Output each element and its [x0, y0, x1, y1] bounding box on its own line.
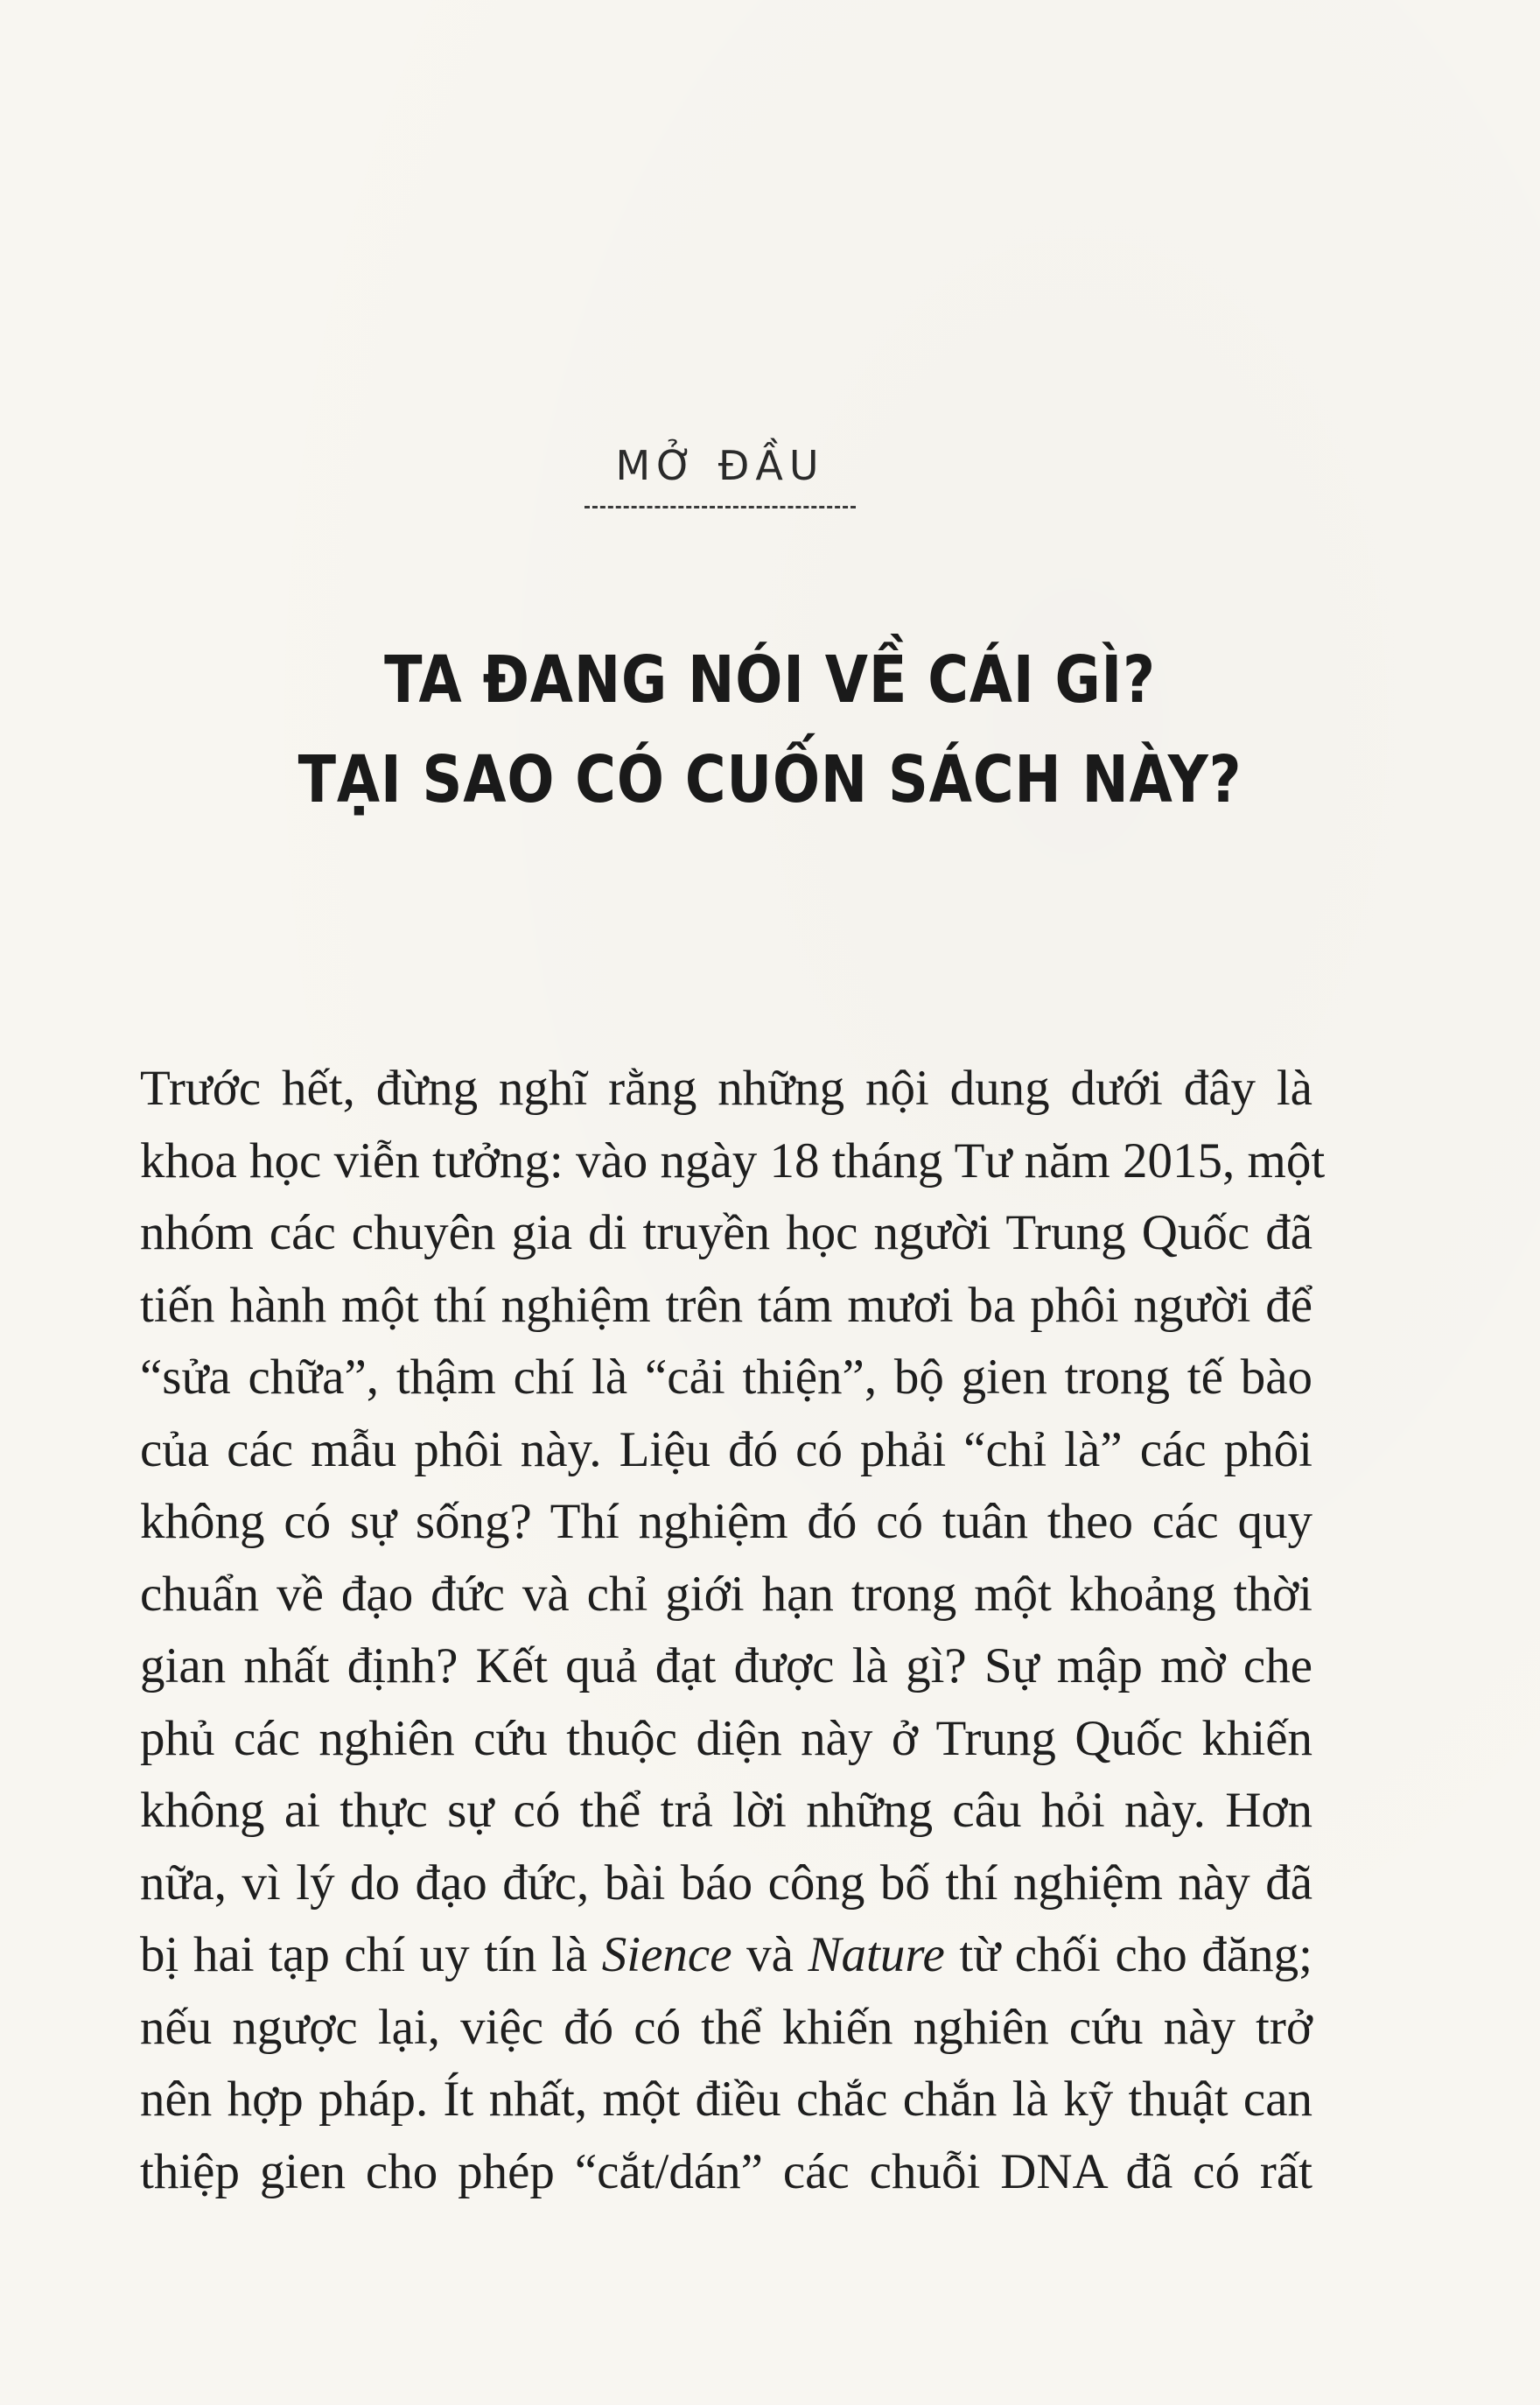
body-line-13-post: từ chối cho đăng;	[944, 1927, 1312, 1982]
body-line-2: khoa học viễn tưởng: vào ngày 18 tháng Tư năm 2015, một	[140, 1132, 1326, 1188]
body-line-13-pre: bị hai tạp chí uy tín là	[140, 1927, 602, 1982]
body-line-15: nên hợp pháp. Ít nhất, một điều chắc chắn là kỹ thuật can	[140, 2072, 1312, 2127]
body-line-10: phủ các nghiên cứu thuộc diện này ở Trung Quốc khiến	[140, 1710, 1312, 1766]
body-line-16: thiệp gien cho phép “cắt/dán” các chuỗi DNA đã có rất	[140, 2143, 1312, 2199]
body-line-9: gian nhất định? Kết quả đạt được là gì? Sự mập mờ che	[140, 1638, 1312, 1693]
body-line-5: “sửa chữa”, thậm chí là “cải thiện”, bộ gien trong tế bào	[140, 1350, 1312, 1405]
body-line-4: tiến hành một thí nghiệm trên tám mươi ba phôi người để	[140, 1277, 1312, 1333]
body-line-7: không có sự sống? Thí nghiệm đó có tuân theo các quy	[140, 1494, 1312, 1549]
chapter-divider	[584, 506, 856, 508]
body-line-13	[140, 1919, 1312, 1992]
chapter-title-line-1: TA ĐANG NÓI VỀ CÁI GÌ?	[384, 642, 1156, 718]
chapter-title-line-2: TẠI SAO CÓ CUỐN SÁCH NÀY?	[298, 741, 1242, 817]
chapter-title	[296, 630, 1244, 830]
body-text	[140, 1053, 1326, 2208]
body-line-11: không ai thực sự có thể trả lời những câu hỏi này. Hơn	[140, 1783, 1312, 1838]
journal-name-science: Sience	[601, 1927, 732, 1982]
body-line-8: chuẩn về đạo đức và chỉ giới hạn trong một khoảng thời	[140, 1566, 1312, 1622]
body-line-6: của các mẫu phôi này. Liệu đó có phải “chỉ là” các phôi	[140, 1421, 1312, 1477]
body-line-13-mid: và	[732, 1927, 808, 1982]
body-line-12: nữa, vì lý do đạo đức, bài báo công bố thí nghiệm này đã	[140, 1855, 1312, 1911]
chapter-label: MỞ ĐẦU	[615, 442, 825, 489]
journal-name-nature: Nature	[808, 1927, 945, 1982]
body-line-3: nhóm các chuyên gia di truyền học người Trung Quốc đã	[140, 1205, 1312, 1260]
body-line-1: Trước hết, đừng nghĩ rằng những nội dung dưới đây là	[140, 1061, 1312, 1116]
body-line-14: nếu ngược lại, việc đó có thể khiến nghiên cứu này trở	[140, 1999, 1312, 2055]
